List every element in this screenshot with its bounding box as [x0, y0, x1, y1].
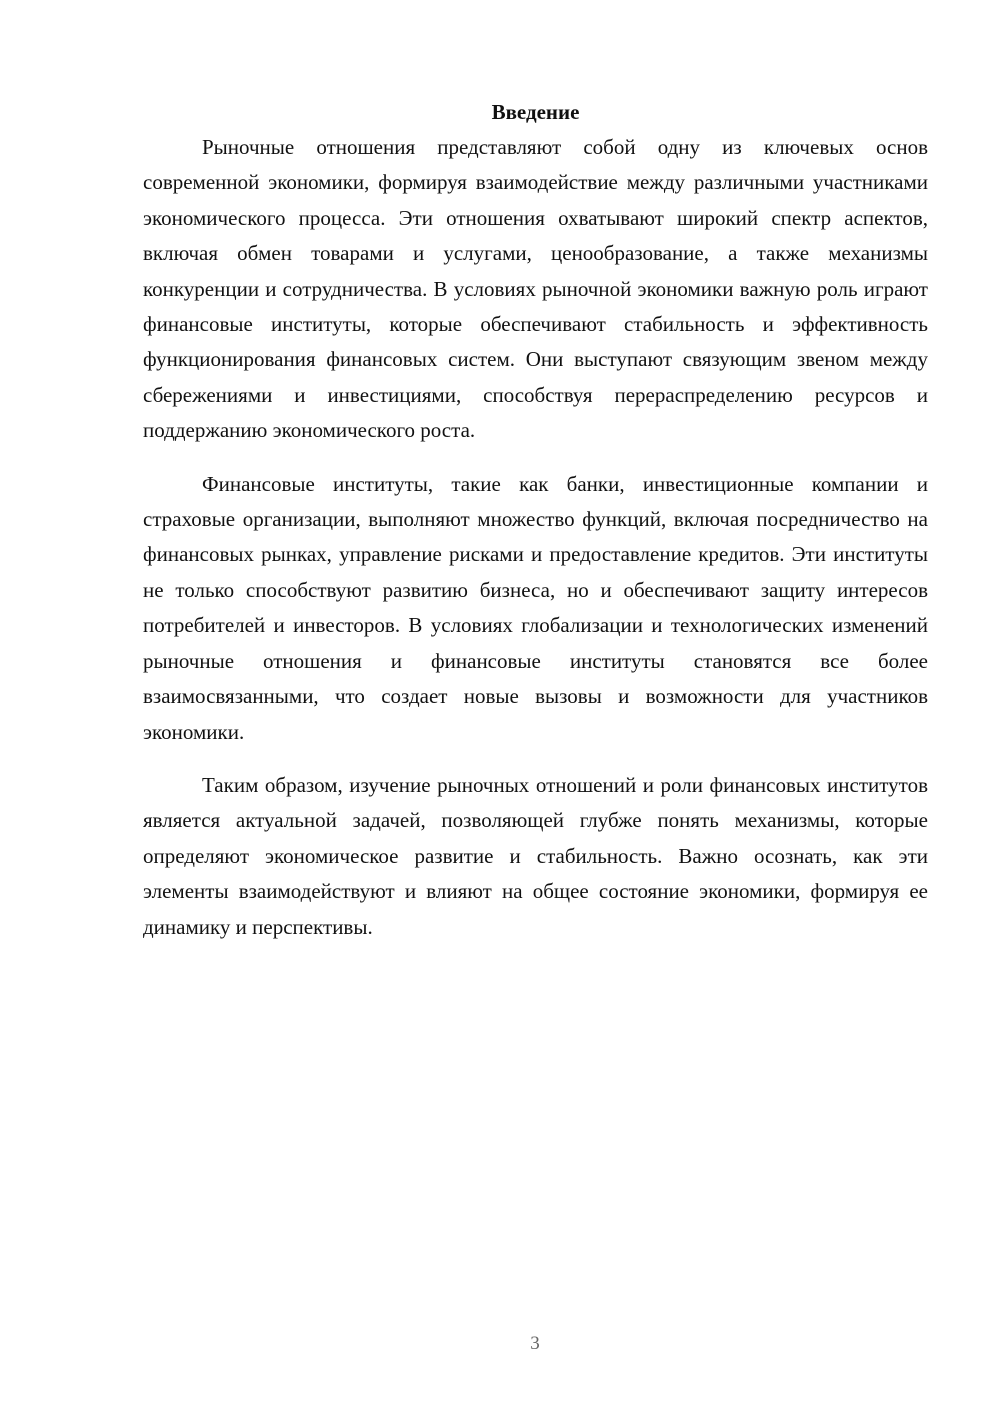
page-body: [143, 95, 928, 963]
paragraph-3: Таким образом, изучение рыночных отношений и роли финансовых институтов является актуальной задачей, позволяющей глубже понять механизмы, которые определяют экономическое развитие и стабильность. Важно осознать, как эти элементы взаимодействуют и влияют на общее состояние экономики, формируя ее динамику и перспективы.: [143, 772, 928, 939]
page-number: 3: [530, 1333, 540, 1354]
paragraph-1: Рыночные отношения представляют собой одну из ключевых основ современной экономики, формируя взаимодействие между различными участниками экономического процесса. Эти отношения охватывают широкий спектр аспектов, включая обмен товарами и услугами, ценообразование, а также механизмы конкуренции и сотрудничества. В условиях рыночной экономики важную роль играют финансовые институты, которые обеспечивают стабильность и эффективность функционирования финансовых систем. Они выступают связующим звеном между сбережениями и инвестициями, способствуя перераспределению ресурсов и поддержанию экономического роста.: [143, 135, 928, 443]
section-heading: Введение: [491, 100, 580, 124]
paragraph-2: Финансовые институты, такие как банки, инвестиционные компании и страховые организации, выполняют множество функций, включая посредничество на финансовых рынках, управление рисками и предоставление кредитов. Эти институты не только способствуют развитию бизнеса, но и обеспечивают защиту интересов потребителей и инвесторов. В условиях глобализации и технологических изменений рыночные отношения и финансовые институты становятся все более взаимосвязанными, что создает новые вызовы и возможности для участников экономики.: [143, 471, 928, 744]
